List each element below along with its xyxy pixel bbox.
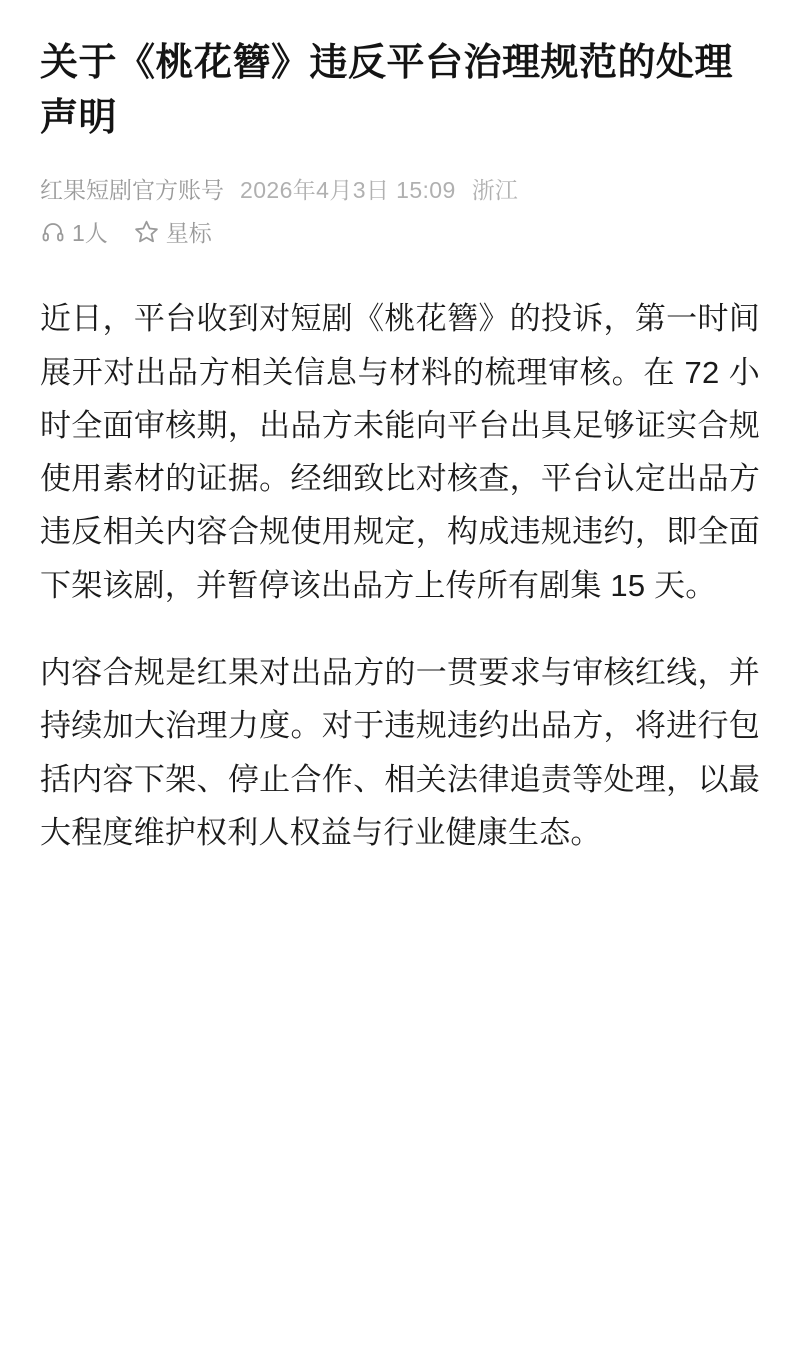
paragraph: 近日，平台收到对短剧《桃花簪》的投诉，第一时间展开对出品方相关信息与材料的梳理审核。在 72 小时全面审核期，出品方未能向平台出具足够证实合规使用素材的证据。经细致比对核查，平台认定出品方违反相关内容合规使用规定，构成违规违约，即全面下架该剧，并暂停该出品方上传所有剧集 15 天。 <box>40 301 760 603</box>
headphones-icon <box>40 219 66 245</box>
star-action[interactable] <box>134 215 212 248</box>
author-name[interactable]: 红果短剧官方账号 <box>40 177 224 204</box>
star-icon <box>134 219 160 245</box>
star-label: 星标 <box>165 220 212 247</box>
listen-count-label: 1人 <box>72 220 108 247</box>
publish-timestamp: 2026年4月3日 15:09 <box>240 177 456 204</box>
article-meta <box>40 172 760 205</box>
article-body <box>40 292 760 859</box>
page-title: 关于《桃花簪》违反平台治理规范的处理声明 <box>40 42 734 140</box>
listen-count[interactable] <box>40 215 108 248</box>
publish-location: 浙江 <box>471 177 518 204</box>
article-stats <box>40 215 760 248</box>
paragraph: 内容合规是红果对出品方的一贯要求与审核红线，并持续加大治理力度。对于违规违约出品方，将进行包括内容下架、停止合作、相关法律追责等处理，以最大程度维护权利人权益与行业健康生态。 <box>40 655 760 850</box>
